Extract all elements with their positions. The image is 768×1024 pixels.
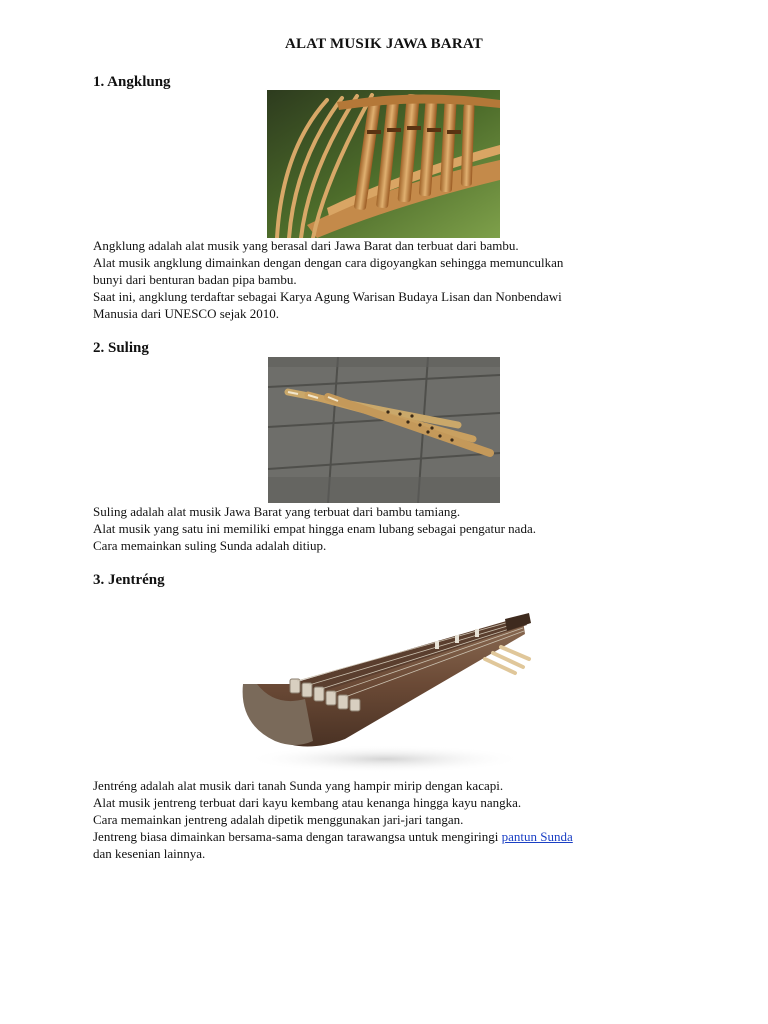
angklung-line-2: Alat musik angklung dimainkan dengan dengan cara digoyangkan sehingga memunculkan xyxy=(93,255,564,270)
suling-description xyxy=(93,503,683,554)
suling-line-1: Suling adalah alat musik Jawa Barat yang terbuat dari bambu tamiang. xyxy=(93,504,461,519)
angklung-line-4: Saat ini, angklung terdaftar sebagai Karya Agung Warisan Budaya Lisan dan Nonbendawi xyxy=(93,289,562,304)
angklung-line-1: Angklung adalah alat musik yang berasal dari Jawa Barat dan terbuat dari bambu. xyxy=(93,238,519,253)
jentreng-line-2: Alat musik jentreng terbuat dari kayu kembang atau kenanga hingga kayu nangka. xyxy=(93,795,522,810)
document-title: ALAT MUSIK JAWA BARAT xyxy=(285,36,483,52)
jentreng-line-5: dan kesenian lainnya. xyxy=(93,846,206,861)
section-heading-angklung: 1. Angklung xyxy=(93,74,171,90)
jentreng-line-4 xyxy=(93,828,683,845)
angklung-line-5: Manusia dari UNESCO sejak 2010. xyxy=(93,306,279,321)
jentreng-photo xyxy=(235,589,533,775)
angklung-line-3: bunyi dari benturan badan pipa bambu. xyxy=(93,272,297,287)
section-heading-jentreng: 3. Jentréng xyxy=(93,572,165,588)
pantun-sunda-link[interactable]: pantun Sunda xyxy=(501,829,573,844)
jentreng-line-4-text: Jentreng biasa dimainkan bersama-sama dengan tarawangsa untuk mengiringi xyxy=(93,829,502,844)
jentreng-description xyxy=(93,777,683,862)
angklung-photo xyxy=(267,90,500,238)
jentreng-line-3: Cara memainkan jentreng adalah dipetik menggunakan jari-jari tangan. xyxy=(93,812,464,827)
suling-line-3: Cara memainkan suling Sunda adalah ditiup. xyxy=(93,538,327,553)
suling-photo xyxy=(268,357,500,503)
suling-line-2: Alat musik yang satu ini memiliki empat hingga enam lubang sebagai pengatur nada. xyxy=(93,521,536,536)
angklung-description xyxy=(93,237,683,322)
section-heading-suling: 2. Suling xyxy=(93,340,149,356)
jentreng-line-1: Jentréng adalah alat musik dari tanah Sunda yang hampir mirip dengan kacapi. xyxy=(93,778,504,793)
